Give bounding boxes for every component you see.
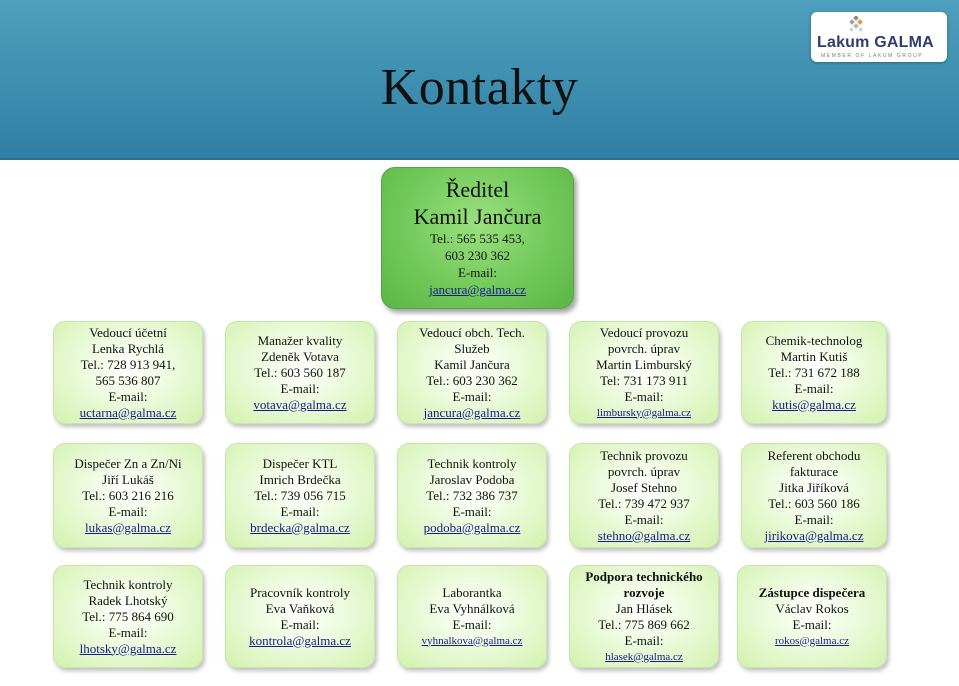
card-line: Tel.: 739 472 937 bbox=[598, 495, 690, 511]
contact-card-deputy-dispatcher bbox=[737, 565, 887, 668]
contact-card-quality-technician-2 bbox=[53, 565, 203, 668]
email-link[interactable]: podoba@galma.cz bbox=[423, 519, 521, 535]
card-line: Tel.: 603 560 186 bbox=[768, 495, 860, 511]
contact-card-dispatcher-ktl bbox=[225, 443, 375, 548]
email-link[interactable]: jirikova@galma.cz bbox=[764, 527, 864, 543]
card-line: Manažer kvality bbox=[257, 332, 343, 348]
card-line: Pracovník kontroly bbox=[249, 584, 350, 600]
card-line: Jan Hlásek bbox=[615, 600, 673, 616]
card-line: Imrich Brdečka bbox=[259, 471, 341, 487]
card-line: Václav Rokos bbox=[775, 600, 849, 616]
contact-card-quality-manager bbox=[225, 321, 375, 424]
card-line: Tel.: 603 230 362 bbox=[426, 372, 518, 388]
card-line: Tel: 731 173 911 bbox=[600, 372, 688, 388]
contact-card-chemist bbox=[741, 321, 887, 424]
card-line: E-mail: bbox=[624, 388, 664, 404]
card-line: Eva Vyhnálková bbox=[429, 600, 515, 616]
card-line: Vedoucí obch. Tech. bbox=[419, 324, 525, 340]
card-line: Technik kontroly bbox=[83, 576, 173, 592]
director-name: Kamil Jančura bbox=[413, 204, 542, 229]
card-line: Jitka Jiříková bbox=[779, 479, 849, 495]
email-link[interactable]: votava@galma.cz bbox=[253, 396, 347, 412]
card-line: Zástupce dispečera bbox=[758, 584, 866, 600]
card-line: E-mail: bbox=[108, 624, 148, 640]
card-line: E-mail: bbox=[280, 616, 320, 632]
director-tel-1: Tel.: 565 535 453, bbox=[430, 231, 525, 246]
card-line: E-mail: bbox=[452, 388, 492, 404]
email-link[interactable]: kontrola@galma.cz bbox=[249, 632, 351, 648]
card-line: rozvoje bbox=[623, 584, 665, 600]
page-title: Kontakty bbox=[380, 59, 579, 116]
card-line: Technik kontroly bbox=[427, 455, 517, 471]
card-line: Dispečer Zn a Zn/Ni bbox=[74, 455, 182, 471]
card-line: Vedoucí provozu bbox=[599, 324, 689, 340]
card-line: Laborantka bbox=[442, 584, 502, 600]
company-logo bbox=[811, 12, 947, 62]
email-link[interactable]: brdecka@galma.cz bbox=[250, 519, 350, 535]
contact-card-sales-tech bbox=[397, 321, 547, 424]
card-line: Radek Lhotský bbox=[88, 592, 168, 608]
card-line: Tel.: 775 869 662 bbox=[598, 616, 690, 632]
card-line: povrch. úprav bbox=[607, 463, 681, 479]
contact-card-lab-assistant bbox=[397, 565, 547, 668]
card-line: Tel.: 731 672 188 bbox=[768, 364, 860, 380]
card-line: E-mail: bbox=[280, 503, 320, 519]
card-line: E-mail: bbox=[624, 511, 664, 527]
contact-card-operations-head bbox=[569, 321, 719, 424]
email-link[interactable]: kutis@galma.cz bbox=[772, 396, 856, 412]
card-line: E-mail: bbox=[452, 616, 492, 632]
director-card bbox=[381, 167, 574, 309]
card-line: E-mail: bbox=[452, 503, 492, 519]
email-link[interactable]: stehno@galma.cz bbox=[597, 527, 691, 543]
email-link[interactable]: lukas@galma.cz bbox=[85, 519, 171, 535]
card-line: Dispečer KTL bbox=[262, 455, 338, 471]
card-line: Podpora technického bbox=[585, 568, 703, 584]
director-role: Ředitel bbox=[445, 177, 510, 202]
email-link[interactable]: rokos@galma.cz bbox=[775, 634, 849, 647]
card-line: Josef Stehno bbox=[610, 479, 678, 495]
card-line: Vedoucí účetní bbox=[89, 324, 167, 340]
card-line: 565 536 807 bbox=[95, 372, 161, 388]
card-line: Tel.: 775 864 690 bbox=[82, 608, 174, 624]
card-line: E-mail: bbox=[624, 632, 664, 648]
card-line: Tel.: 739 056 715 bbox=[254, 487, 346, 503]
contact-card-tech-development bbox=[569, 565, 719, 668]
card-line: Eva Vaňková bbox=[265, 600, 335, 616]
email-link[interactable]: limbursky@galma.cz bbox=[596, 406, 692, 419]
card-line: E-mail: bbox=[794, 511, 834, 527]
card-line: Martin Kutiš bbox=[780, 348, 848, 364]
contact-card-billing bbox=[741, 443, 887, 548]
card-line: E-mail: bbox=[792, 616, 832, 632]
director-email-link[interactable]: jancura@galma.cz bbox=[429, 282, 526, 297]
card-line: E-mail: bbox=[108, 388, 148, 404]
contact-card-dispatcher-zn bbox=[53, 443, 203, 548]
contact-card-accounting bbox=[53, 321, 203, 424]
card-line: Tel.: 728 913 941, bbox=[80, 356, 176, 372]
card-line: Technik provozu bbox=[600, 447, 688, 463]
card-line: Referent obchodu bbox=[767, 447, 861, 463]
email-link[interactable]: hlasek@galma.cz bbox=[605, 650, 683, 663]
contact-card-quality-worker bbox=[225, 565, 375, 668]
card-line: povrch. úprav bbox=[607, 340, 681, 356]
card-line: Jaroslav Podoba bbox=[429, 471, 515, 487]
logo-wordmark: Lakum GALMA bbox=[817, 34, 934, 51]
director-email-label: E-mail: bbox=[458, 265, 497, 280]
contact-card-quality-technician-1 bbox=[397, 443, 547, 548]
card-line: Martin Limburský bbox=[596, 356, 692, 372]
card-line: E-mail: bbox=[280, 380, 320, 396]
card-line: fakturace bbox=[789, 463, 839, 479]
card-line: Služeb bbox=[454, 340, 490, 356]
contact-card-operations-technician bbox=[569, 443, 719, 548]
email-link[interactable]: lhotsky@galma.cz bbox=[79, 640, 177, 656]
email-link[interactable]: jancura@galma.cz bbox=[423, 404, 521, 420]
email-link[interactable]: vyhnalkova@galma.cz bbox=[421, 634, 523, 647]
card-line: Tel.: 732 386 737 bbox=[426, 487, 518, 503]
card-line: Lenka Rychlá bbox=[91, 340, 165, 356]
card-line: Chemik-technolog bbox=[765, 332, 863, 348]
email-link[interactable]: uctarna@galma.cz bbox=[79, 404, 177, 420]
card-line: Jiří Lukáš bbox=[102, 471, 154, 487]
card-line: Kamil Jančura bbox=[434, 356, 510, 372]
logo-mark-icon bbox=[847, 16, 865, 34]
director-tel-2: 603 230 362 bbox=[445, 248, 510, 263]
card-line: Zdeněk Votava bbox=[261, 348, 339, 364]
title-banner bbox=[0, 0, 959, 160]
logo-tagline: MEMBER OF LAKUM GROUP bbox=[821, 53, 924, 59]
card-line: Tel.: 603 560 187 bbox=[254, 364, 346, 380]
card-line: E-mail: bbox=[108, 503, 148, 519]
card-line: E-mail: bbox=[794, 380, 834, 396]
card-line: Tel.: 603 216 216 bbox=[82, 487, 174, 503]
